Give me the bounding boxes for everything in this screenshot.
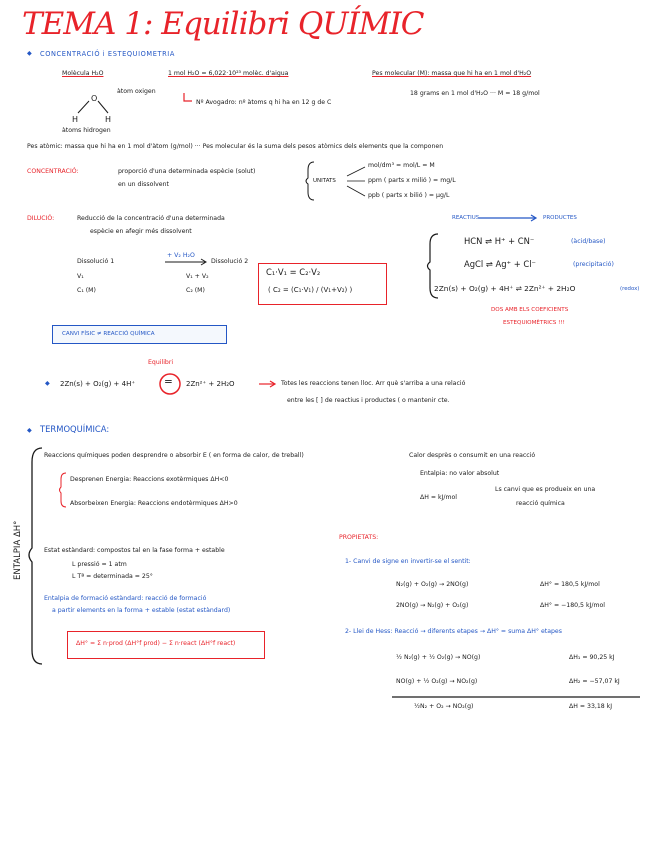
reaction-agcl: AgCl ⇌ Ag⁺ + Cl⁻ <box>464 259 536 269</box>
entalpia-formula: ΔH° = Σ n·prod (ΔH°f prod) − Σ n·react (ΔH°f react) <box>76 640 236 647</box>
hess-step-1-value: ΔH₁ = 90,25 kJ <box>569 654 615 661</box>
formacio-text-2: a partir elements en la forma + estable (estat estàndard) <box>52 607 231 614</box>
propietat-2: 2- Llei de Hess: Reacció → diferents etapes → ΔH° = suma ΔH° etapes <box>345 628 562 635</box>
svg-text:H: H <box>72 115 79 124</box>
hess-step-1: ½ N₂(g) + ½ O₂(g) → NO(g) <box>396 654 481 661</box>
equilibri-label: Equilibri <box>148 359 174 366</box>
propietats-heading: PROPIETATS: <box>339 534 379 541</box>
desprenen-energia: Desprenen Energia: Reaccions exotèrmiques ΔH<0 <box>70 476 229 483</box>
equilibrium-right: 2Zn²⁺ + 2H₂O <box>186 380 235 388</box>
reaction-redox: 2Zn(s) + O₂(g) + 4H⁺ ⇌ 2Zn²⁺ + 2H₂O <box>434 284 576 293</box>
pes-molecular-text: Pes molecular (M): massa que hi ha en 1 mol d'H₂O <box>372 70 532 77</box>
reaction-redox-tag: (redox) <box>620 286 640 292</box>
concentracio-def2: en un dissolvent <box>118 181 169 188</box>
plus-water-label: + V₂ H₂O <box>167 252 195 259</box>
pes-atomic-text: Pes atòmic: massa que hi ha en 1 mol d'àtom (g/mol) ··· Pes molecular és la suma dels pesos atòmics dels elements que la componen <box>27 143 444 150</box>
c2-label: C₂ (M) <box>186 287 205 294</box>
entalpia-unit: ΔH = kJ/mol <box>420 494 458 501</box>
bullet-icon: ◆ <box>45 380 50 387</box>
unit-molar: mol/dm³ = mol/L = M <box>368 162 435 169</box>
hess-total-value: ΔH = 33,18 kJ <box>569 703 613 710</box>
avogadro-sub: Nº Avogadro: nº àtoms q hi ha en 12 g de C <box>196 99 332 106</box>
c1-label: C₁ (M) <box>77 287 96 294</box>
concentracio-label: CONCENTRACIÓ: <box>27 168 79 175</box>
prop1-reaction-b: 2NO(g) → N₂(g) + O₂(g) <box>396 602 469 609</box>
bullet-icon: ◆ <box>27 427 32 434</box>
hess-step-2-value: ΔH₂ = −57,07 kJ <box>569 678 620 685</box>
dissolucio1-label: Dissolució 1 <box>77 258 115 265</box>
svg-text:H: H <box>105 115 112 124</box>
propietat-1: 1- Canvi de signe en invertir-se el sentit: <box>345 558 471 565</box>
prop1-reaction-a: N₂(g) + O₂(g) → 2NO(g) <box>396 581 469 588</box>
equilibrium-text-2: entre les [ ] de reactius i productes ( o mantenir cte. <box>287 397 450 404</box>
molecula-label: Molècula H₂O <box>62 70 104 77</box>
calor-text: Calor desprès o consumit en una reacció <box>409 452 536 459</box>
dilution-formula-1: C₁·V₁ = C₂·V₂ <box>266 267 321 277</box>
termoquimica-heading: TERMOQUÍMICA: <box>40 424 110 434</box>
entalpia-text: Entalpia: no valor absolut <box>420 470 500 477</box>
entalpia-sub-2: reacció química <box>516 500 565 507</box>
v12-label: V₁ + V₂ <box>186 273 209 280</box>
coef-note-2: ESTEQUIOMÈTRICS !!! <box>503 320 565 326</box>
avogadro-text: 1 mol H₂O = 6,022·10²³ molèc. d'aigua <box>168 70 289 77</box>
estat-pressio: L pressió = 1 atm <box>72 561 127 568</box>
productes-label: PRODUCTES <box>543 215 577 221</box>
bullet-icon: ◆ <box>27 50 32 57</box>
equilibrium-left: 2Zn(s) + O₂(g) + 4H⁺ <box>60 380 136 388</box>
reaction-hcn-tag: (àcid/base) <box>571 238 606 245</box>
equilibrium-sign: = <box>164 376 173 388</box>
reactius-label: REACTIUS <box>452 215 480 221</box>
reaction-agcl-tag: (precipitació) <box>573 261 614 268</box>
v1-label: V₁ <box>77 273 84 280</box>
equilibrium-text-1: Totes les reaccions tenen lloc. Arr què s'arriba a una relació <box>281 380 466 387</box>
hess-step-2: NO(g) + ½ O₂(g) → NO₂(g) <box>396 678 478 685</box>
prop1-value-b: ΔH° = −180,5 kJ/mol <box>540 602 605 609</box>
concentracio-def1: proporció d'una determinada espècie (solut) <box>118 168 256 175</box>
canvi-fisic-text: CANVI FÍSIC ≠ REACCIÓ QUÍMICA <box>62 331 155 337</box>
pes-molecular-sub: 18 grams en 1 mol d'H₂O ··· M = 18 g/mol <box>410 90 540 97</box>
dilucio-label: DILUCIÓ: <box>27 215 55 222</box>
prop1-value-a: ΔH° = 180,5 kJ/mol <box>540 581 600 588</box>
page-title: TEMA 1: Equilibri QUÍMIC <box>22 6 424 42</box>
hess-total: ½N₂ + O₂ → NO₂(g) <box>414 703 474 710</box>
section-heading-concentracio: CONCENTRACIÓ i ESTEQUIOMETRIA <box>40 50 175 58</box>
unit-ppb: ppb ( parts x bilió ) = μg/L <box>368 192 450 199</box>
termo-intro: Reaccions químiques poden desprendre o absorbir E ( en forma de calor, de treball) <box>44 452 304 459</box>
atoms-hidrogen-label: àtoms hidrogen <box>62 127 111 134</box>
estat-temperatura: L Tª = determinada = 25° <box>72 573 153 580</box>
reaction-hcn: HCN ⇌ H⁺ + CN⁻ <box>464 236 535 246</box>
atom-oxigen-label: àtom oxigen <box>117 88 156 95</box>
unit-ppm: ppm ( parts x milió ) = mg/L <box>368 177 456 184</box>
coef-note-1: DOS AMB ELS COEFICIENTS <box>491 307 569 313</box>
dilucio-def2: espècie en afegir més dissolvent <box>90 228 192 235</box>
entalpia-side-label: ENTALPIA ΔH° <box>13 520 23 580</box>
formacio-text-1: Entalpia de formació estàndard: reacció de formació <box>44 595 207 602</box>
dissolucio2-label: Dissolució 2 <box>211 258 249 265</box>
unitats-label: UNITATS <box>313 178 336 184</box>
estat-estandard: Estat estàndard: compostos tal en la fase forma + estable <box>44 547 225 554</box>
entalpia-sub-1: Ls canvi que es produeix en una <box>495 486 596 493</box>
svg-text:O: O <box>91 94 98 103</box>
absorbeixen-energia: Absorbeixen Energia: Reaccions endotèrmiques ΔH>0 <box>70 500 238 507</box>
dilucio-def1: Reducció de la concentració d'una determinada <box>77 215 225 222</box>
dilution-formula-2: ( C₂ = (C₁·V₁) / (V₁+V₂) ) <box>268 286 353 294</box>
